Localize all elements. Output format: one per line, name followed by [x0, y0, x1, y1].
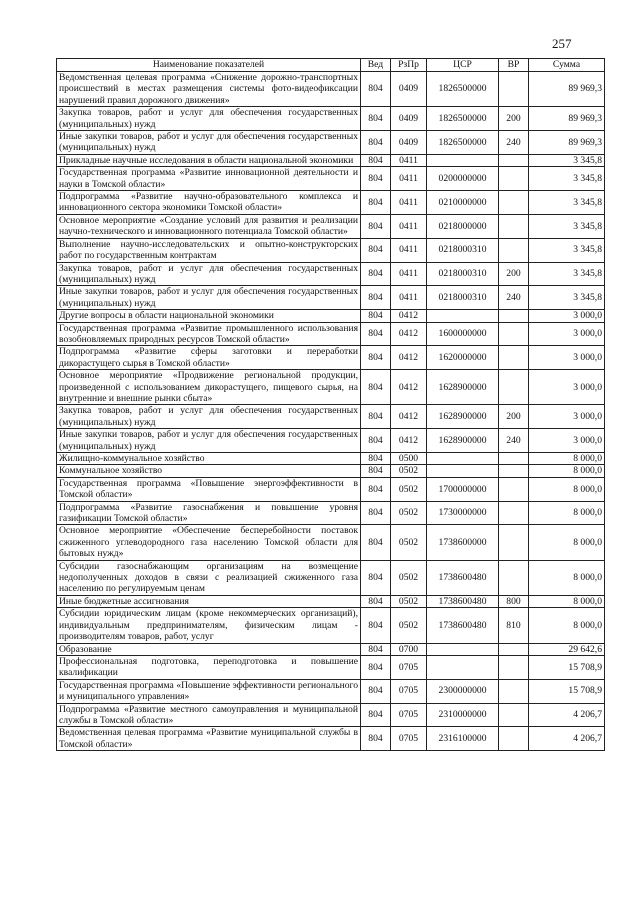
cell-name: Иные закупки товаров, работ и услуг для обеспечения государственных (муниципальных) нужд [57, 131, 361, 155]
table-row [57, 595, 605, 607]
cell-csr: 1826500000 [427, 72, 499, 107]
table-row [57, 429, 605, 453]
cell-name: Государственная программа «Развитие инновационной деятельности и науки в Томской области» [57, 167, 361, 191]
cell-sum: 8 000,0 [529, 560, 605, 595]
table-row [57, 238, 605, 262]
cell-name: Профессиональная подготовка, переподготовка и повышение квалификации [57, 655, 361, 679]
cell-vr [499, 679, 529, 703]
cell-rzpr: 0411 [391, 214, 427, 238]
cell-vr [499, 501, 529, 525]
cell-name: Иные закупки товаров, работ и услуг для обеспечения государственных (муниципальных) нужд [57, 429, 361, 453]
header-rzpr: РзПр [391, 59, 427, 72]
cell-name: Государственная программа «Развитие промышленного использования возобновляемых природных ресурсов Томской области» [57, 322, 361, 346]
cell-csr: 1620000000 [427, 346, 499, 370]
table-row [57, 608, 605, 643]
cell-sum: 29 642,6 [529, 643, 605, 655]
cell-vr: 240 [499, 131, 529, 155]
cell-rzpr: 0500 [391, 453, 427, 465]
table-row [57, 262, 605, 286]
cell-name: Субсидии юридическим лицам (кроме некоммерческих организаций), индивидуальным предпринимателям, физическим лицам - производителям товаров, работ, услуг [57, 608, 361, 643]
cell-ved: 804 [361, 72, 391, 107]
cell-rzpr: 0502 [391, 525, 427, 560]
cell-name: Другие вопросы в области национальной экономики [57, 310, 361, 322]
cell-ved: 804 [361, 501, 391, 525]
cell-vr [499, 322, 529, 346]
cell-csr [427, 465, 499, 477]
cell-sum: 3 345,8 [529, 238, 605, 262]
cell-vr [499, 560, 529, 595]
cell-name: Образование [57, 643, 361, 655]
cell-rzpr: 0411 [391, 286, 427, 310]
cell-sum: 89 969,3 [529, 131, 605, 155]
table-row [57, 453, 605, 465]
cell-sum: 3 345,8 [529, 286, 605, 310]
cell-rzpr: 0411 [391, 262, 427, 286]
cell-sum: 3 000,0 [529, 310, 605, 322]
cell-vr: 800 [499, 595, 529, 607]
budget-table [56, 58, 605, 751]
header-sum: Сумма [529, 59, 605, 72]
cell-rzpr: 0705 [391, 679, 427, 703]
table-row [57, 346, 605, 370]
cell-name: Закупка товаров, работ и услуг для обеспечения государственных (муниципальных) нужд [57, 107, 361, 131]
cell-vr [499, 310, 529, 322]
cell-csr: 2310000000 [427, 703, 499, 727]
table-row [57, 525, 605, 560]
cell-name: Жилищно-коммунальное хозяйство [57, 453, 361, 465]
cell-name: Иные закупки товаров, работ и услуг для обеспечения государственных (муниципальных) нужд [57, 286, 361, 310]
cell-sum: 8 000,0 [529, 501, 605, 525]
cell-sum: 8 000,0 [529, 453, 605, 465]
cell-ved: 804 [361, 595, 391, 607]
cell-ved: 804 [361, 560, 391, 595]
cell-rzpr: 0412 [391, 405, 427, 429]
table-row [57, 154, 605, 166]
cell-sum: 3 345,8 [529, 214, 605, 238]
cell-rzpr: 0412 [391, 322, 427, 346]
cell-ved: 804 [361, 525, 391, 560]
cell-sum: 3 345,8 [529, 167, 605, 191]
cell-vr: 810 [499, 608, 529, 643]
cell-ved: 804 [361, 370, 391, 405]
cell-name: Закупка товаров, работ и услуг для обеспечения государственных (муниципальных) нужд [57, 405, 361, 429]
cell-sum: 3 000,0 [529, 405, 605, 429]
cell-rzpr: 0412 [391, 370, 427, 405]
cell-name: Подпрограмма «Развитие научно-образовательного комплекса и инновационного сектора экономики Томской области» [57, 191, 361, 215]
cell-csr [427, 643, 499, 655]
cell-ved: 804 [361, 154, 391, 166]
cell-csr: 2316100000 [427, 727, 499, 751]
cell-vr [499, 214, 529, 238]
cell-csr: 0200000000 [427, 167, 499, 191]
cell-sum: 3 000,0 [529, 322, 605, 346]
cell-vr [499, 346, 529, 370]
cell-csr: 0218000310 [427, 286, 499, 310]
cell-csr [427, 453, 499, 465]
cell-vr [499, 453, 529, 465]
cell-csr: 0218000310 [427, 262, 499, 286]
table-row [57, 727, 605, 751]
cell-rzpr: 0411 [391, 167, 427, 191]
cell-name: Субсидии газоснабжающим организациям на возмещение недополученных доходов в связи с реализацией сжиженного газа населению по регулируемым ценам [57, 560, 361, 595]
cell-vr [499, 525, 529, 560]
cell-ved: 804 [361, 465, 391, 477]
cell-rzpr: 0502 [391, 560, 427, 595]
cell-vr [499, 154, 529, 166]
cell-name: Коммунальное хозяйство [57, 465, 361, 477]
cell-csr: 1628900000 [427, 429, 499, 453]
cell-csr: 1600000000 [427, 322, 499, 346]
cell-name: Основное мероприятие «Обеспечение бесперебойности поставок сжиженного углеводородного газа населению Томской области для бытовых нужд» [57, 525, 361, 560]
cell-rzpr: 0705 [391, 703, 427, 727]
cell-sum: 4 206,7 [529, 727, 605, 751]
cell-ved: 804 [361, 703, 391, 727]
cell-sum: 3 345,8 [529, 262, 605, 286]
cell-name: Подпрограмма «Развитие местного самоуправления и муниципальной службы в Томской области» [57, 703, 361, 727]
cell-name: Подпрограмма «Развитие газоснабжения и повышение уровня газификации Томской области» [57, 501, 361, 525]
cell-rzpr: 0411 [391, 154, 427, 166]
cell-ved: 804 [361, 167, 391, 191]
cell-name: Прикладные научные исследования в области национальной экономики [57, 154, 361, 166]
cell-sum: 4 206,7 [529, 703, 605, 727]
table-row [57, 560, 605, 595]
cell-vr [499, 655, 529, 679]
cell-name: Основное мероприятие «Создание условий для развития и реализации научно-технического и инновационного потенциала Томской области» [57, 214, 361, 238]
cell-ved: 804 [361, 405, 391, 429]
cell-csr: 2300000000 [427, 679, 499, 703]
cell-rzpr: 0412 [391, 310, 427, 322]
cell-csr: 1628900000 [427, 370, 499, 405]
cell-csr: 0218000310 [427, 238, 499, 262]
cell-rzpr: 0502 [391, 465, 427, 477]
cell-vr: 200 [499, 405, 529, 429]
cell-rzpr: 0411 [391, 191, 427, 215]
table-row [57, 643, 605, 655]
cell-rzpr: 0412 [391, 429, 427, 453]
cell-rzpr: 0502 [391, 595, 427, 607]
cell-csr: 1738600000 [427, 525, 499, 560]
cell-name: Иные бюджетные ассигнования [57, 595, 361, 607]
cell-name: Ведомственная целевая программа «Развитие муниципальной службы в Томской области» [57, 727, 361, 751]
table-row [57, 477, 605, 501]
cell-sum: 8 000,0 [529, 477, 605, 501]
table-row [57, 679, 605, 703]
table-row [57, 655, 605, 679]
cell-csr: 1738600480 [427, 595, 499, 607]
cell-vr [499, 477, 529, 501]
table-row [57, 370, 605, 405]
cell-vr [499, 191, 529, 215]
cell-sum: 3 345,8 [529, 154, 605, 166]
table-body [57, 72, 605, 751]
table-row [57, 405, 605, 429]
cell-ved: 804 [361, 191, 391, 215]
cell-rzpr: 0705 [391, 727, 427, 751]
cell-name: Ведомственная целевая программа «Снижение дорожно-транспортных происшествий в местах размещения системы фото-видеофиксации нарушений правил дорожного движения» [57, 72, 361, 107]
cell-sum: 8 000,0 [529, 525, 605, 560]
header-ved: Вед [361, 59, 391, 72]
cell-rzpr: 0409 [391, 131, 427, 155]
cell-ved: 804 [361, 322, 391, 346]
table-row [57, 167, 605, 191]
cell-sum: 3 000,0 [529, 370, 605, 405]
cell-name: Основное мероприятие «Продвижение региональной продукции, произведенной с использованием дикорастущего, пищевого сырья, на внутренние и внешние рынки сбыта» [57, 370, 361, 405]
table-header-row [57, 59, 605, 72]
cell-vr [499, 370, 529, 405]
cell-ved: 804 [361, 477, 391, 501]
cell-ved: 804 [361, 310, 391, 322]
table-row [57, 501, 605, 525]
cell-ved: 804 [361, 286, 391, 310]
cell-ved: 804 [361, 453, 391, 465]
header-csr: ЦСР [427, 59, 499, 72]
cell-ved: 804 [361, 679, 391, 703]
table-row [57, 191, 605, 215]
cell-ved: 804 [361, 107, 391, 131]
cell-sum: 15 708,9 [529, 679, 605, 703]
cell-ved: 804 [361, 238, 391, 262]
cell-sum: 8 000,0 [529, 608, 605, 643]
cell-csr: 1826500000 [427, 131, 499, 155]
cell-vr [499, 465, 529, 477]
cell-ved: 804 [361, 608, 391, 643]
cell-vr [499, 643, 529, 655]
cell-name: Государственная программа «Повышение энергоэффективности в Томской области» [57, 477, 361, 501]
table-row [57, 214, 605, 238]
cell-sum: 8 000,0 [529, 595, 605, 607]
cell-ved: 804 [361, 643, 391, 655]
cell-csr: 1826500000 [427, 107, 499, 131]
cell-sum: 89 969,3 [529, 72, 605, 107]
cell-ved: 804 [361, 429, 391, 453]
cell-csr: 1738600480 [427, 560, 499, 595]
cell-vr [499, 72, 529, 107]
cell-name: Государственная программа «Повышение эффективности регионального и муниципального управления» [57, 679, 361, 703]
cell-name: Подпрограмма «Развитие сферы заготовки и переработки дикорастущего сырья в Томской области» [57, 346, 361, 370]
cell-ved: 804 [361, 262, 391, 286]
cell-rzpr: 0502 [391, 608, 427, 643]
cell-rzpr: 0700 [391, 643, 427, 655]
cell-vr [499, 238, 529, 262]
cell-rzpr: 0502 [391, 501, 427, 525]
table-row [57, 322, 605, 346]
cell-sum: 89 969,3 [529, 107, 605, 131]
cell-sum: 8 000,0 [529, 465, 605, 477]
cell-vr [499, 727, 529, 751]
cell-csr: 0218000000 [427, 214, 499, 238]
cell-ved: 804 [361, 727, 391, 751]
cell-ved: 804 [361, 131, 391, 155]
cell-name: Выполнение научно-исследовательских и опытно-конструкторских работ по государственным контрактам [57, 238, 361, 262]
table-row [57, 131, 605, 155]
cell-csr [427, 154, 499, 166]
cell-rzpr: 0412 [391, 346, 427, 370]
cell-rzpr: 0409 [391, 72, 427, 107]
table-row [57, 465, 605, 477]
cell-rzpr: 0705 [391, 655, 427, 679]
cell-csr: 1738600480 [427, 608, 499, 643]
cell-ved: 804 [361, 214, 391, 238]
page-number: 257 [552, 36, 572, 51]
cell-sum: 3 000,0 [529, 429, 605, 453]
cell-name: Закупка товаров, работ и услуг для обеспечения государственных (муниципальных) нужд [57, 262, 361, 286]
table-row [57, 72, 605, 107]
cell-sum: 3 000,0 [529, 346, 605, 370]
cell-csr [427, 310, 499, 322]
cell-csr [427, 655, 499, 679]
cell-vr: 240 [499, 286, 529, 310]
cell-vr [499, 703, 529, 727]
table-row [57, 107, 605, 131]
cell-csr: 1730000000 [427, 501, 499, 525]
cell-rzpr: 0502 [391, 477, 427, 501]
table-row [57, 286, 605, 310]
header-name: Наименование показателей [57, 59, 361, 72]
cell-sum: 3 345,8 [529, 191, 605, 215]
cell-rzpr: 0411 [391, 238, 427, 262]
cell-sum: 15 708,9 [529, 655, 605, 679]
cell-vr: 200 [499, 107, 529, 131]
cell-vr: 240 [499, 429, 529, 453]
cell-vr [499, 167, 529, 191]
header-vr: ВР [499, 59, 529, 72]
cell-csr: 1700000000 [427, 477, 499, 501]
cell-ved: 804 [361, 346, 391, 370]
cell-csr: 0210000000 [427, 191, 499, 215]
cell-vr: 200 [499, 262, 529, 286]
cell-ved: 804 [361, 655, 391, 679]
cell-csr: 1628900000 [427, 405, 499, 429]
table-row [57, 310, 605, 322]
cell-rzpr: 0409 [391, 107, 427, 131]
table-row [57, 703, 605, 727]
